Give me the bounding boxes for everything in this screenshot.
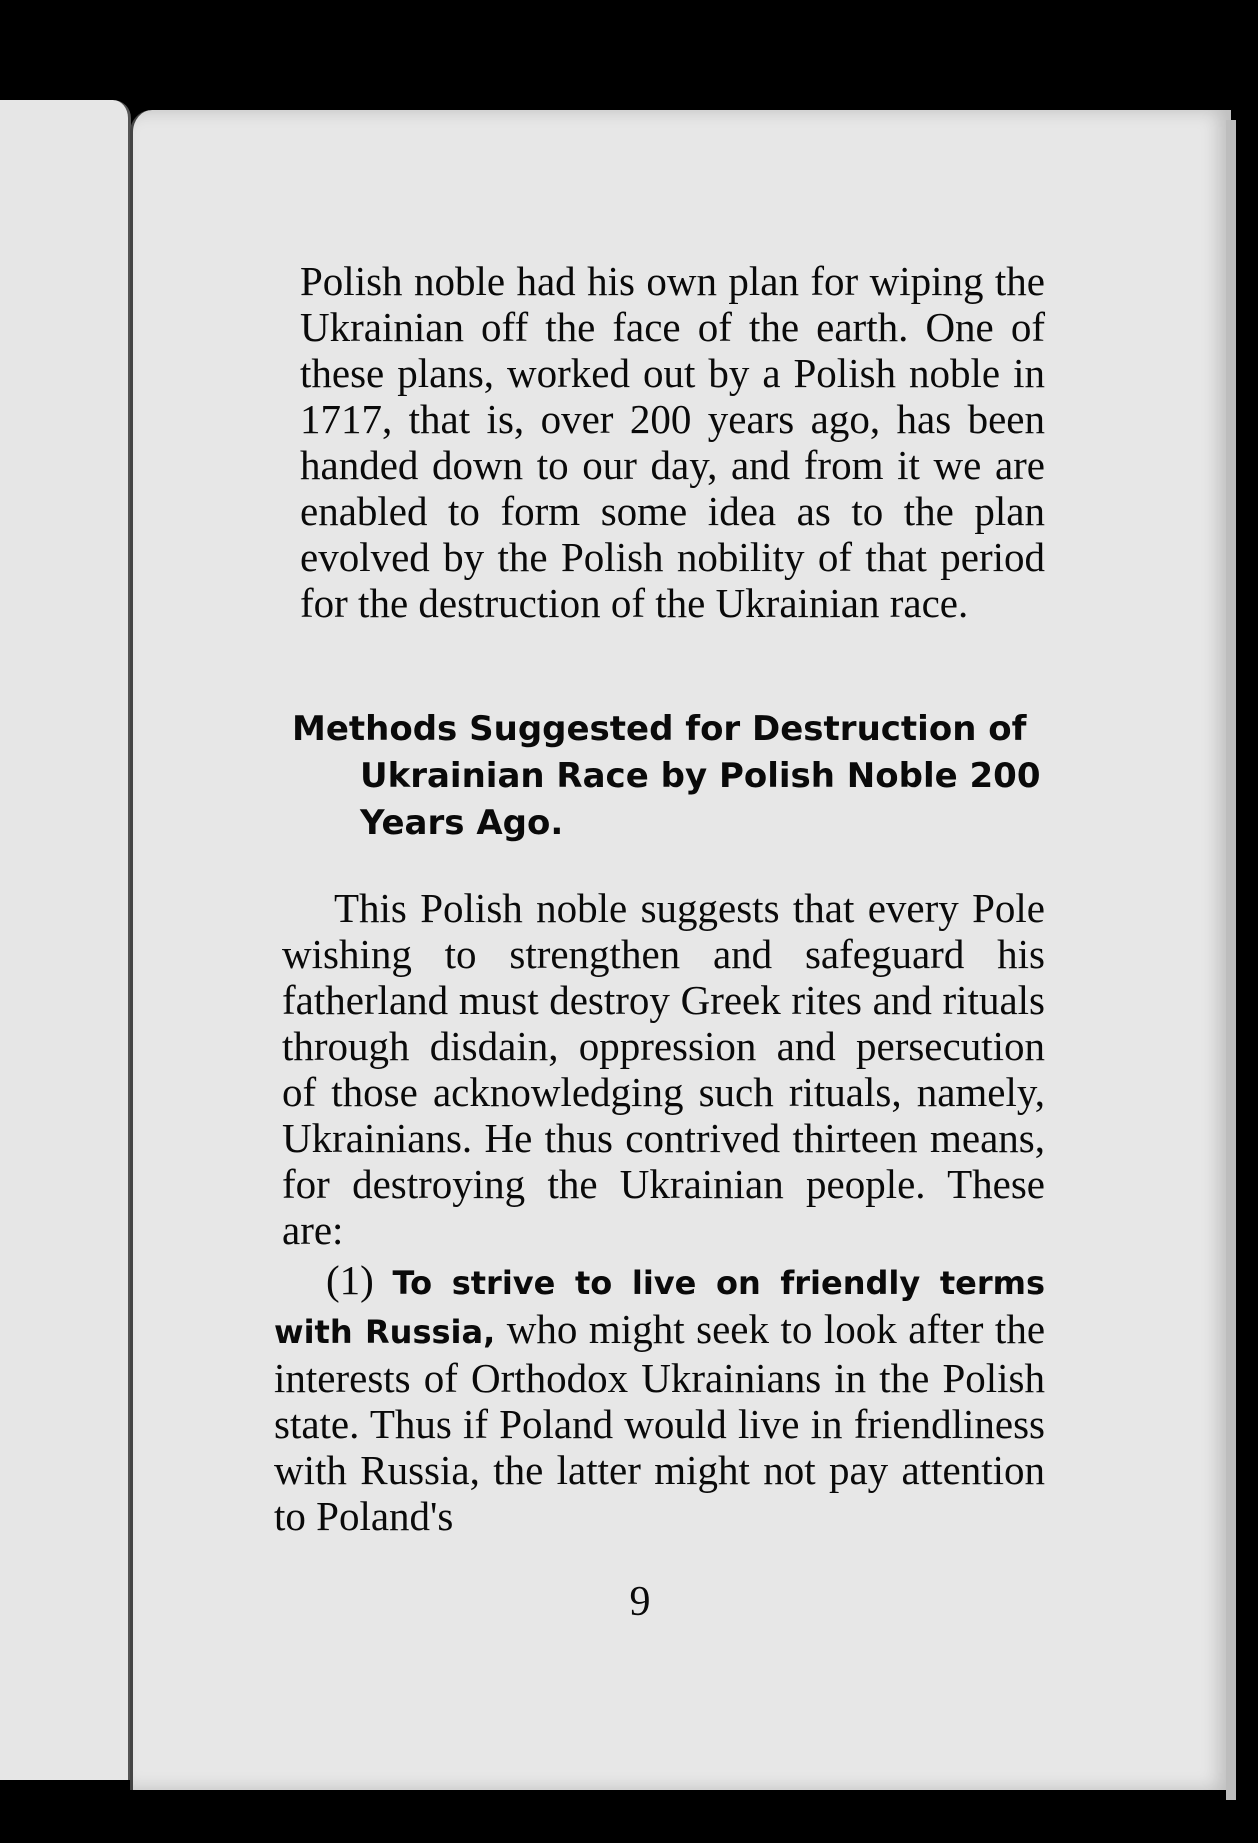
method-one-text: who might seek to look after the interests of Orthodox Ukrainians in the Polish state. Thus if Poland would live in friendliness with Russia, the latter might not pay attention to Poland's — [274, 1306, 1046, 1539]
section-heading: Methods Suggested for Destruction of Ukrainian Race by Polish Noble 200 Years Ago. — [292, 709, 1041, 843]
method-one-number: (1) — [326, 1257, 374, 1303]
method-one-paragraph — [274, 1257, 1045, 1539]
page-fore-edge — [1226, 120, 1236, 1800]
page-text — [274, 258, 1046, 1539]
methods-intro-paragraph: This Polish noble suggests that every Pole wishing to strengthen and safeguard his fatherland must destroy Greek rites and rituals through disdain, oppression and persecution of those acknowledging such rituals, namely, Ukrainians. He thus contrived thirteen means, for destroying the Ukrainian people. These are: — [282, 885, 1045, 1253]
method-one-lead: To strive to live on friendly terms with Russia, — [274, 1264, 1046, 1351]
opening-paragraph: Polish noble had his own plan for wiping the Ukrainian off the face of the earth. One of these plans, worked out by a Polish noble in 1717, that is, over 200 years ago, has been handed down to our day, and from it we are enabled to form some idea as to the plan evolved by the Polish nobility of that period for the destruction of the Ukrainian race. — [300, 258, 1045, 626]
page-number: 9 — [629, 1579, 651, 1625]
left-page-edge — [0, 100, 131, 1780]
